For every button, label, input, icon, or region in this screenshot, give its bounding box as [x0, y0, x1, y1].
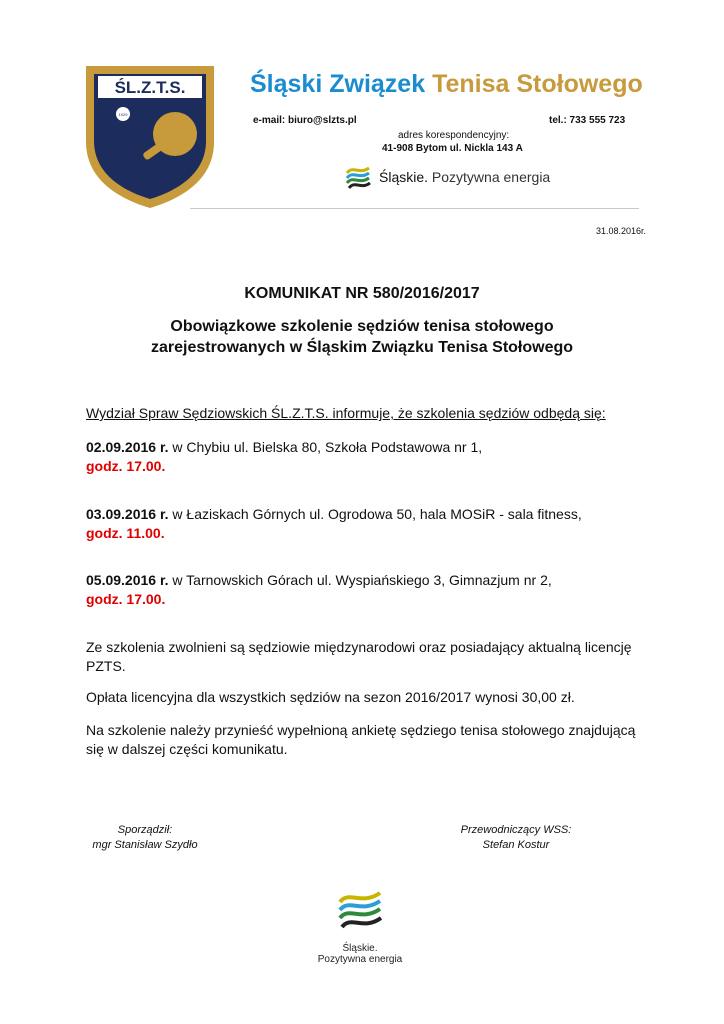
logo-letters: ŚL.Z.T.S. — [114, 78, 186, 97]
session-item — [86, 505, 656, 543]
session-item — [86, 438, 656, 476]
session-time: godz. 17.00. — [86, 458, 166, 474]
organization-name — [250, 70, 643, 99]
address-value: 41-908 Bytom ul. Nickla 143 A — [382, 143, 523, 154]
slaskie-header-logo — [345, 163, 550, 191]
session-place: w Tarnowskich Górach ul. Wyspiańskiego 3, Gimnazjum nr 2, — [168, 572, 552, 588]
org-name-part1: Śląski Związek — [250, 70, 426, 98]
slzts-logo — [80, 62, 220, 210]
session-date: 03.09.2016 r. — [86, 506, 169, 522]
slaskie-waves-icon — [337, 888, 383, 934]
slaskie-footer-logo — [300, 888, 420, 965]
signature-name: Stefan Kostur — [482, 839, 550, 851]
footer-slogan: Pozytywna energia — [317, 954, 403, 965]
session-time: godz. 11.00. — [86, 525, 165, 541]
signature-left — [80, 823, 210, 853]
fee-note: Opłata licencyjna dla wszystkich sędziów na sezon 2016/2017 wynosi 30,00 zł. — [86, 689, 575, 705]
signature-role: Sporządził: — [117, 824, 173, 836]
session-date: 05.09.2016 r. — [86, 572, 169, 588]
slaskie-waves-icon — [345, 165, 371, 189]
form-note: Na szkolenie należy przynieść wypełnioną ankietę sędziego tenisa stołowego znajdującą się w dalszej części komunikatu. — [86, 722, 636, 757]
exemption-note: Ze szkolenia zwolnieni są sędziowie międzynarodowi oraz posiadający aktualną licencję PZTS. — [86, 639, 632, 674]
session-place: w Chybiu ul. Bielska 80, Szkoła Podstawowa nr 1, — [168, 439, 483, 455]
document-date: 31.08.2016r. — [595, 226, 646, 236]
subtitle-line-1: Obowiązkowe szkolenie sędziów tenisa stołowego — [170, 318, 554, 335]
document-title: KOMUNIKAT NR 580/2016/2017 — [244, 285, 480, 302]
subtitle-line-2: zarejestrowanych w Śląskim Związku Tenisa Stołowego — [150, 339, 574, 356]
document-subtitle — [0, 316, 724, 358]
footer-brand: Śląskie. — [342, 943, 378, 954]
signature-name: mgr Stanisław Szydło — [92, 839, 198, 851]
slaskie-brand: Śląskie. — [379, 169, 429, 185]
session-date: 02.09.2016 r. — [86, 439, 169, 455]
session-place: w Łaziskach Górnych ul. Ogrodowa 50, hala MOSiR - sala fitness, — [168, 506, 582, 522]
signature-right — [446, 823, 586, 853]
address-label: adres korespondencyjny: — [398, 130, 510, 141]
session-time: godz. 17.00. — [86, 591, 166, 607]
email-address: e-mail: biuro@slzts.pl — [253, 115, 357, 126]
phone-number: tel.: 733 555 723 — [549, 115, 626, 126]
signature-role: Przewodniczący WSS: — [460, 824, 572, 836]
slaskie-slogan: Pozytywna energia — [431, 169, 551, 185]
session-item — [86, 571, 656, 609]
header-divider — [190, 208, 639, 209]
org-name-part2: Tenisa Stołowego — [432, 70, 643, 98]
intro-paragraph: Wydział Spraw Sędziowskich ŚL.Z.T.S. informuje, że szkolenia sędziów odbędą się: — [86, 405, 606, 421]
logo-year: 1929 — [118, 112, 128, 117]
